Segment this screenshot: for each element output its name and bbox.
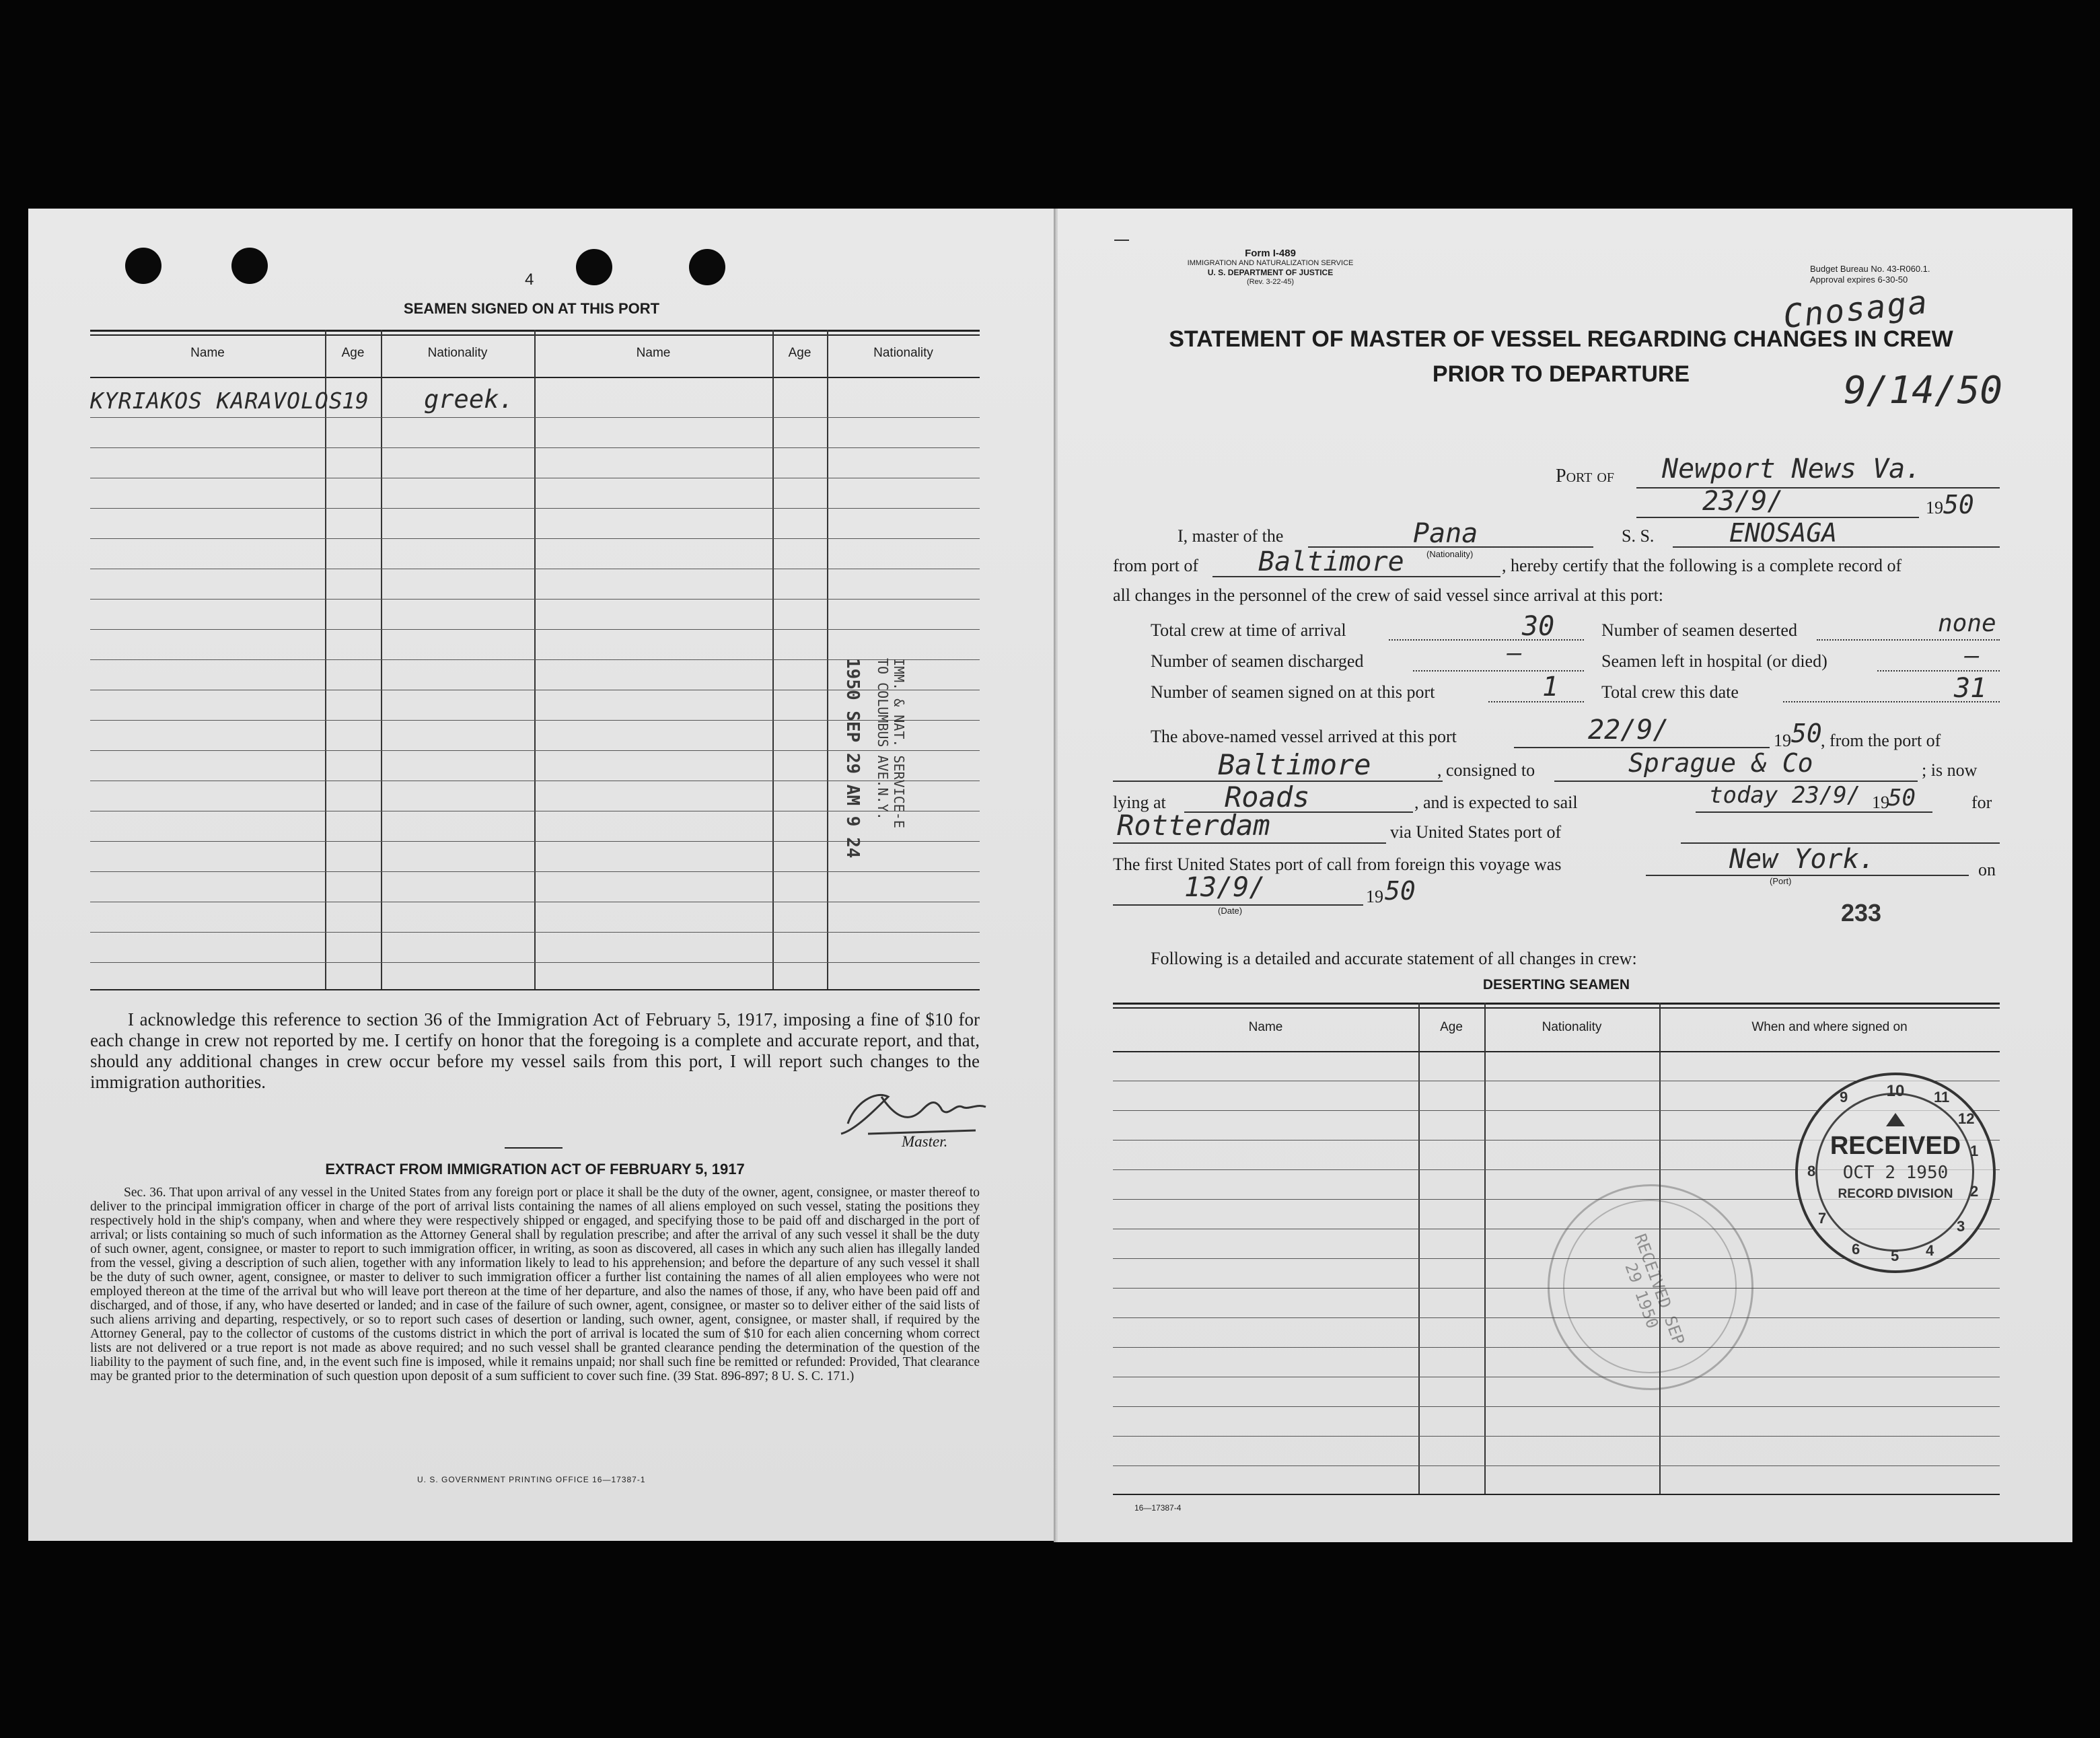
form-department: U. S. DEPARTMENT OF JUSTICE	[1207, 268, 1334, 277]
via-label: via United States port of	[1390, 822, 1562, 842]
ship-name: ENOSAGA	[1729, 518, 1838, 548]
faint-stamp-text: RECEIVED SEP 29 1950	[1621, 1231, 1688, 1348]
first-port-date: 13/9/	[1184, 872, 1266, 903]
date-handwritten-note: 9/14/50	[1844, 369, 2003, 412]
faint-received-stamp	[1548, 1184, 1753, 1390]
col-header-signed-on: When and where signed on	[1751, 1020, 1908, 1034]
stamp-ring-number: 5	[1891, 1247, 1899, 1264]
consignee: Sprague & Co	[1628, 748, 1813, 778]
stat-total-crew-arrival: 30	[1522, 611, 1555, 642]
stamp-ring-number: 11	[1934, 1089, 1950, 1106]
form-title	[1144, 322, 1978, 392]
received-stamp	[1795, 1073, 1996, 1273]
is-now-label: ; is now	[1922, 760, 1978, 780]
stat-label: Seamen left in hospital (or died)	[1601, 651, 1827, 671]
stat-signed-on: 1	[1542, 672, 1559, 702]
stat-discharged: —	[1507, 639, 1522, 667]
stamp-ring-number: 8	[1807, 1163, 1816, 1180]
stamp-ring-number: 9	[1840, 1089, 1848, 1106]
stat-hospital: —	[1965, 642, 1980, 669]
form-header	[1122, 249, 1418, 287]
stat-label: Total crew at time of arrival	[1151, 620, 1346, 640]
col-header-name: Name	[190, 346, 225, 360]
stamp-received-text: RECEIVED	[1830, 1132, 1961, 1160]
col-header-nationality: Nationality	[1542, 1020, 1602, 1034]
sail-date: today 23/9/	[1709, 782, 1861, 809]
vessel-nationality: Pana	[1413, 518, 1478, 549]
stamp-line: TO COLUMBUS AVE.N.Y.	[875, 658, 891, 820]
col-header-name: Name	[1248, 1020, 1283, 1034]
col-header-age: Age	[1440, 1020, 1463, 1034]
stamp-date-text: OCT 2 1950	[1842, 1163, 1949, 1183]
arrived-date: 22/9/	[1588, 715, 1669, 746]
stat-deserted: none	[1938, 610, 1996, 637]
entry-age: 19	[342, 388, 369, 414]
ss-label: S. S.	[1622, 526, 1655, 546]
tick-mark	[1114, 240, 1129, 241]
stamp-ring-number: 1	[1970, 1143, 1979, 1159]
entry-nationality: greek.	[424, 385, 514, 414]
extract-text: Sec. 36. That upon arrival of any vessel in the United States from any foreign port or place it shall be the duty of the owner, agent, consignee, or master thereof to deliver to the principal immigration officer in charge of the port of arrival lists containing the names of all aliens employed on such vessel, stating the positions they respectively hold in the ship's company, when and where they were respectively shipped or engaged, and specifying those to be paid off and discharged in the port of arrival; or lists containing so much of such information as the Attorney General shall by regulation prescribe; and after the arrival of any such vessel it shall be the duty of such owner, agent, consignee, or master to report to such immigration officer, in writing, as soon as discovered, all cases in which any such alien has illegally landed from the vessel, giving a description of such alien, together with any information likely to lead to his apprehension; and before the departure of any such vessel it shall be the duty of such owner, agent, consignee, or master to deliver to such immigration officer a further list containing the names of all alien employees who were not employed thereon at the time of the arrival but who will leave port thereon at the time of her departure, and also the names of those, if any, who have been paid off and discharged, and of those, if any, who have deserted or landed; and in case of the failure of such owner, agent, consignee, or master so to deliver either of the said lists of such aliens arriving and departing, respectively, or so to report such cases of desertion or landing, such owner, agent, consignee, or master shall, if required by the Attorney General, pay to the collector of customs of the customs district in which the port of arrival is located the sum of $10 for each alien concerning whom correct lists are not delivered or a true report is not made as above required; and no such vessel shall be granted clearance pending the determination of the question of the liability to the payment of such fine, and, in the event such fine is imposed, while it remains unpaid; nor shall such fine be remitted or refunded: Provided, That clearance may be granted prior to the determination of such question upon deposit of a sum sufficient to cover such fine. (39 Stat. 896-897; 8 U. S. C. 171.)	[90, 1186, 980, 1383]
title-line: PRIOR TO DEPARTURE	[1432, 361, 1690, 387]
col-header-name: Name	[636, 346, 671, 360]
stamp-arrow-icon	[1886, 1113, 1905, 1126]
budget-bureau	[1810, 264, 2032, 285]
col-header-age: Age	[788, 346, 811, 360]
stat-label: Number of seamen discharged	[1151, 651, 1364, 671]
sail-year: 50	[1888, 785, 1916, 811]
from-port-value: Baltimore	[1258, 546, 1404, 577]
col-header-nationality: Nationality	[427, 346, 488, 360]
year-prefix: 19	[1872, 793, 1889, 812]
year-prefix: 19	[1774, 731, 1791, 750]
nationality-caption: (Nationality)	[1426, 549, 1474, 559]
col-header-nationality: Nationality	[873, 346, 933, 360]
punch-hole	[231, 248, 268, 284]
stat-label: Number of seamen signed on at this port	[1151, 682, 1435, 702]
section-title: SEAMEN SIGNED ON AT THIS PORT	[403, 300, 660, 317]
port-of-label: Port of	[1556, 466, 1614, 486]
stat-total-today: 31	[1954, 673, 1987, 704]
budget-line: Approval expires 6-30-50	[1810, 275, 1908, 285]
first-port-label: The first United States port of call from foreign this voyage was	[1113, 855, 1562, 874]
certify-text: , hereby certify that the following is a complete record of	[1502, 556, 1902, 575]
form-revision: (Rev. 3-22-45)	[1246, 278, 1295, 286]
stamp-ring-number: 2	[1970, 1183, 1979, 1200]
first-port-value: New York.	[1729, 844, 1875, 875]
page-number: 4	[525, 270, 534, 289]
year-prefix: 19	[1366, 887, 1383, 906]
lying-at-label: lying at	[1113, 793, 1166, 812]
port-of-value: Newport News Va.	[1662, 454, 1922, 484]
from-port-label: from port of	[1113, 556, 1199, 575]
stamp-ring-number: 12	[1958, 1110, 1975, 1127]
form-number: 16—17387-4	[1134, 1503, 1182, 1513]
consigned-label: , consigned to	[1437, 760, 1535, 780]
arrived-from: Baltimore	[1218, 748, 1371, 781]
form-number-label: Form I-489	[1245, 248, 1296, 259]
arrived-year: 50	[1791, 719, 1822, 748]
lying-at-value: Roads	[1225, 781, 1310, 813]
port-caption: (Port)	[1770, 876, 1792, 886]
entry-name: KYRIAKOS KARAVOLOS	[90, 388, 343, 414]
punch-hole	[576, 249, 612, 285]
first-port-year: 50	[1385, 876, 1416, 906]
on-label: on	[1978, 860, 1996, 879]
master-label: Master.	[902, 1133, 948, 1150]
date-caption: (Date)	[1218, 906, 1243, 916]
title-line: STATEMENT OF MASTER OF VESSEL REGARDING CHANGES IN CREW	[1169, 326, 1953, 352]
stamp-line: IMM. & NAT. SERVICE-E	[891, 658, 907, 828]
from-the-port-label: , from the port of	[1821, 731, 1941, 750]
report-date: 23/9/	[1702, 486, 1784, 517]
stamp-ring-number: 4	[1926, 1242, 1934, 1259]
col-header-age: Age	[341, 346, 365, 360]
stamp-ring-number: 6	[1852, 1241, 1860, 1258]
stat-label: Total crew this date	[1601, 682, 1739, 702]
stamp-date: 1950 SEP 29 AM 9 24	[842, 658, 863, 859]
stamp-ring-number: 7	[1818, 1210, 1827, 1227]
punch-hole	[125, 248, 161, 284]
expected-label: , and is expected to sail	[1414, 793, 1578, 812]
stamp-division-text: RECORD DIVISION	[1838, 1187, 1953, 1201]
punch-hole	[689, 249, 725, 285]
certify-text-2: all changes in the personnel of the crew of said vessel since arrival at this port:	[1113, 585, 1664, 605]
arrived-label: The above-named vessel arrived at this port	[1151, 727, 1457, 746]
stat-label: Number of seamen deserted	[1601, 620, 1797, 640]
printing-office: U. S. GOVERNMENT PRINTING OFFICE 16—17387-1	[417, 1475, 646, 1484]
destination: Rotterdam	[1117, 809, 1270, 842]
stamp-ring-number: 10	[1886, 1082, 1905, 1100]
budget-line: Budget Bureau No. 43-R060.1.	[1810, 264, 1930, 274]
year-prefix: 19	[1926, 498, 1943, 517]
form-agency: IMMIGRATION AND NATURALIZATION SERVICE	[1187, 259, 1354, 267]
stamp-ring-number: 3	[1957, 1218, 1965, 1235]
for-label: for	[1971, 793, 1992, 812]
immigration-stamp	[841, 639, 908, 868]
following-text: Following is a detailed and accurate statement of all changes in crew:	[1151, 949, 1637, 968]
master-of-label: I, master of the	[1178, 526, 1284, 546]
page-stamp-number: 233	[1841, 899, 1882, 927]
report-year: 50	[1943, 490, 1974, 519]
extract-title: EXTRACT FROM IMMIGRATION ACT OF FEBRUARY 5, 1917	[325, 1161, 745, 1178]
vessel-handwritten-note: Cnosaga	[1781, 283, 1930, 336]
acknowledgement-text: I acknowledge this reference to section 36 of the Immigration Act of February 5, 1917, imposing a fine of $10 for each change in crew not reported by me. I certify on honor that the foregoing is a complete and accurate report, and that, should any additional changes in crew occur before my vessel sails from this port, I will report such changes to the immigration authorities.	[90, 1009, 980, 1092]
deserting-title: DESERTING SEAMEN	[1482, 977, 1630, 992]
